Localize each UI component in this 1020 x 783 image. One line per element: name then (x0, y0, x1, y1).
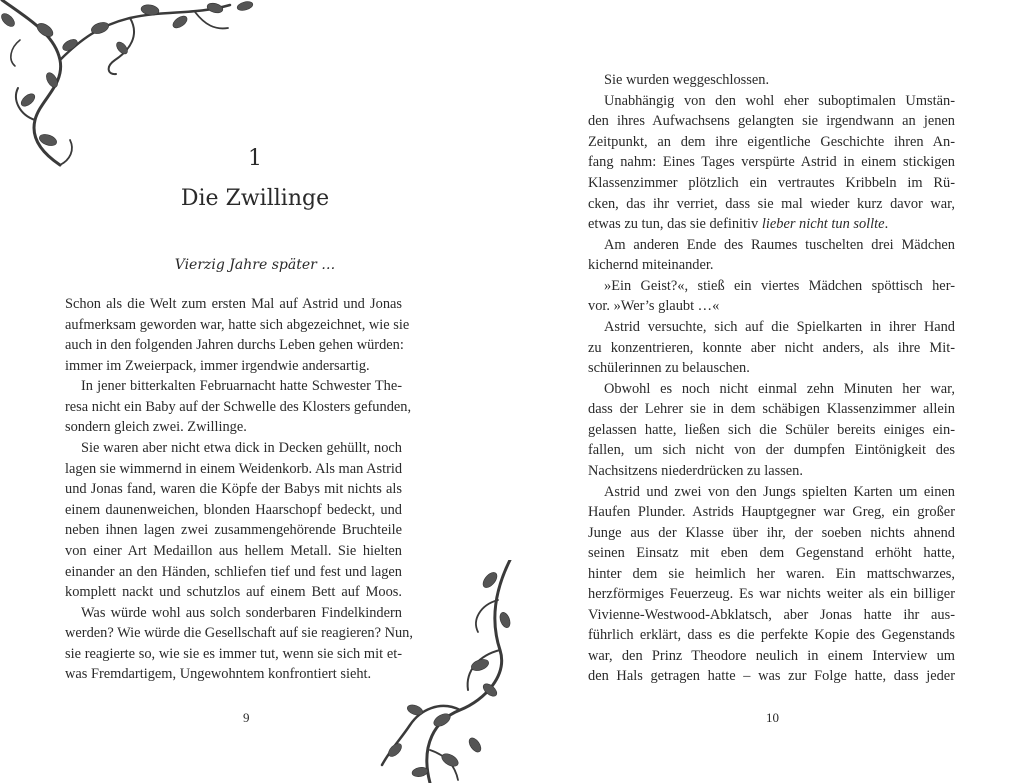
text-line: vor. »Wer’s glaubt …« (588, 298, 720, 314)
text-line: komplett nackt und schutzlos auf einem Bett auf Moos. (65, 584, 402, 600)
text-line: von einer Art Medaillon aus hellem Metall. Sie hielten (65, 543, 402, 559)
text-line: fang nahm: Eines Tages verspürte Astrid in einem stickigen (588, 154, 955, 170)
text-line: hinter dem sie heimlich her waren. Ein mattschwarzes, (588, 566, 955, 582)
text-line: sondern gleich zwei. Zwillinge. (65, 419, 247, 435)
text-line: herzförmiges Feuerzeug. Es war nichts weiter als ein billiger (588, 586, 955, 602)
text-line: und Jonas fand, waren die Köpfe der Babys mit nichts als (65, 481, 402, 497)
text-line: Sie waren aber nicht etwa dick in Decken gehüllt, noch (81, 440, 402, 456)
text-line: einander an den Händen, schliefen tief und fest und lagen (65, 564, 402, 580)
text-line: neben ihnen lagen zwei zusammengehörende Bruchteile (65, 522, 402, 538)
text-line: Am anderen Ende des Raumes tuschelten drei Mädchen (604, 237, 955, 253)
text-line: den Hals getragen hatte – was zur Folge hatte, dass jeder (588, 668, 955, 684)
text-line: fallen, um sich nicht von der dumpfen Eintönigkeit des (588, 442, 955, 458)
text-line: schülerinnen zu belauschen. (588, 360, 750, 376)
text-line: was Fremdartigem, Ungewohntem konfrontiert sieht. (65, 666, 372, 682)
text-line: immer im Zweierpack, immer irgendwie andersartig. (65, 358, 370, 374)
text-line: kichernd miteinander. (588, 257, 714, 273)
epigraph: Vierzig Jahre später … (174, 257, 336, 273)
text-line: Nachsitzens niederdrücken zu lassen. (588, 463, 803, 479)
text-line: seinen Einsatz mit eben dem Gegenstand erhöht hatte, (588, 545, 955, 561)
text-line: führlich erklärt, dass es die perfekte Kopie des Gegenstands (588, 627, 955, 643)
text-line: werden? Wie würde die Gesellschaft auf sie reagieren? Nun, (65, 625, 413, 641)
text-line: dass der Lehrer sie in dem schäbigen Klassenzimmer allein (588, 401, 955, 417)
text-line: Sie wurden weggeschlossen. (604, 72, 770, 88)
text-line: »Ein Geist?«, stieß ein viertes Mädchen spöttisch her- (604, 278, 955, 294)
text-line (588, 214, 955, 235)
text-line: Haufen Plunder. Astrids Hauptgegner war Greg, ein großer (588, 504, 955, 520)
text-line: Astrid und zwei von den Jungs spielten Karten um einen (604, 484, 955, 500)
text-line: war, den Prinz Theodore neulich in einem Interview um (588, 648, 955, 664)
text-line: Unabhängig von den wohl eher suboptimalen Umstän- (604, 93, 955, 109)
text-line: Vivienne-Westwood-Abklatsch, aber Jonas hatte ihr aus- (588, 607, 955, 623)
italic-phrase: lieber nicht tun sollte (761, 216, 885, 232)
text-line: Obwohl es noch nicht einmal zehn Minuten her war, (604, 381, 955, 397)
text-line: Junge aus der Klasse über ihr, der soeben nichts ahnend (588, 525, 955, 541)
text-line: Schon als die Welt zum ersten Mal auf Astrid und Jonas (65, 296, 402, 312)
text-line: cken, das ihr verriet, dass sie mal wieder kurz davor war, (588, 196, 955, 212)
text-line: aufmerksam geworden war, hatte sich abgezeichnet, wie sie (65, 317, 410, 333)
text-line: auch in den folgenden Jahren durchs Leben gehen würden: (65, 337, 404, 353)
text-line: zu konzentrieren, konnte aber nicht anders, als ihre Mit- (588, 340, 955, 356)
text-line: In jener bitterkalten Februarnacht hatte Schwester The- (81, 378, 402, 394)
page-number: 10 (766, 710, 779, 725)
text-line: den ihres Aufwachsens gelangten sie irgendwann an jenen (588, 113, 955, 129)
chapter-number: 1 (248, 146, 262, 171)
text-line: einem daunenweichen, blonden Haarschopf bedeckt, und (65, 502, 402, 518)
text-line-start: etwas zu tun, das sie definitiv (588, 216, 762, 232)
text-line: Astrid versuchte, sich auf die Spielkarten in ihrer Hand (604, 319, 955, 335)
vine-ornament-bottom-center (380, 560, 515, 783)
text-line: Zeitpunkt, an dem ihre eigentliche Geschichte ihren An- (588, 134, 955, 150)
text-line: resa nicht ein Baby auf der Schwelle des Klosters gefunden, (65, 399, 412, 415)
text-line: gelassen hatte, ließen sich die Schüler bereits einiges ein- (588, 422, 955, 438)
text-line: lagen sie wimmernd in einem Weidenkorb. Als man Astrid (65, 461, 403, 477)
right-page (510, 0, 1020, 783)
vine-ornament-top-left (0, 0, 270, 175)
text-line: sie reagierte so, wie sie es immer tut, wenn sie sich mit et- (65, 646, 402, 662)
page-number: 9 (243, 710, 250, 725)
text-line-end: . (884, 216, 889, 232)
chapter-title: Die Zwillinge (180, 186, 330, 211)
text-line: Was würde wohl aus solch sonderbaren Findelkindern (81, 605, 402, 621)
text-line: Klassenzimmer plötzlich ein vertrautes Kribbeln im Rü- (588, 175, 955, 191)
